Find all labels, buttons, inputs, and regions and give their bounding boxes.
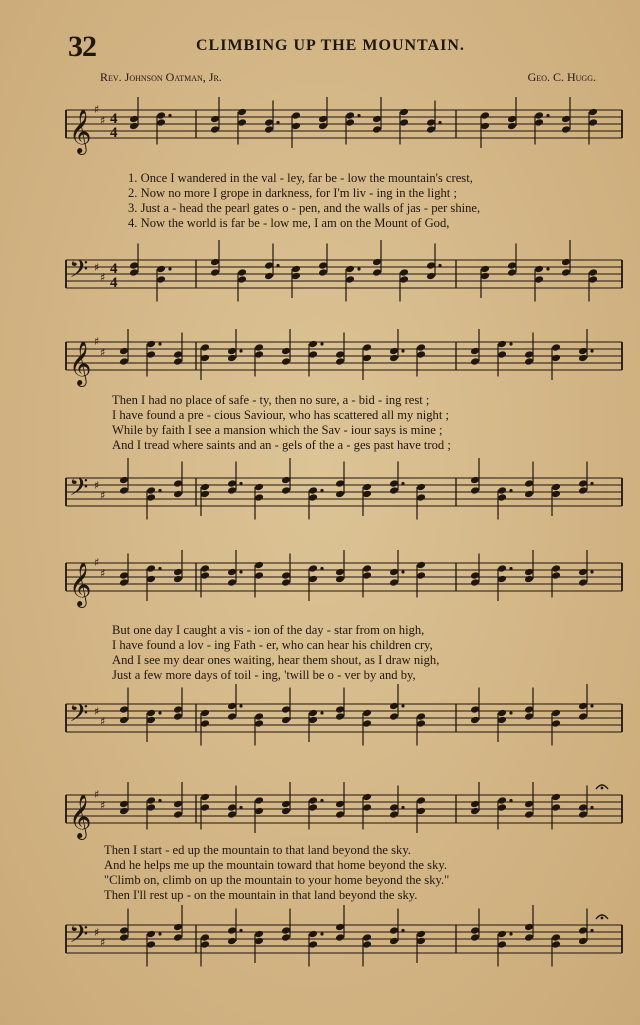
lyric-line: I have found a pre - cious Saviour, who has scattered all my night ; [112,408,449,422]
sharp-sign: ♯ [94,705,100,718]
dot [320,489,323,492]
dot [239,929,242,932]
sharp-sign: ♯ [94,335,100,348]
lyric-line: Then I had no place of safe - ty, then no sure, a - bid - ing rest ; [112,393,430,407]
dot [509,711,512,714]
lyric-line: Just a few more days of toil - ing, 'twill be o - ver by and by, [112,668,416,682]
dot [590,482,593,485]
dot [546,267,549,270]
sharp-sign: ♯ [100,799,106,812]
bass-clef: 𝄢 [69,473,89,508]
dot [357,267,360,270]
sharp-sign: ♯ [94,261,100,274]
sharp-sign: ♯ [94,556,100,569]
dot [158,567,161,570]
dot [276,264,279,267]
dot [401,570,404,573]
lyric-line: "Climb on, climb on up the mountain to your home beyond the sky." [104,873,450,887]
bass-staff-2 [0,468,640,528]
dot [590,929,593,932]
dot [509,932,512,935]
dot [239,570,242,573]
dot [320,799,323,802]
treble-clef: 𝄞 [69,109,92,153]
lyric-line: While by faith I see a mansion which the Sav - iour says is mine ; [112,423,443,437]
treble-staff-3 [0,553,640,613]
dot [401,704,404,707]
sharp-sign: ♯ [100,114,106,127]
page-number: 32 [68,30,96,63]
lyric-line: 3. Just a - head the pearl gates o - pen, and the walls of jas - per shine, [128,201,481,215]
bass-clef: 𝄢 [69,920,89,955]
treble-clef: 𝄞 [69,794,92,838]
verse-block-2 [112,393,640,453]
sharp-sign: ♯ [100,715,106,728]
dot [239,482,242,485]
dot [590,806,593,809]
dot [590,704,593,707]
lyric-line: And I see my dear ones waiting, hear them shout, as I draw nigh, [112,653,440,667]
hymn-title: CLIMBING UP THE MOUNTAIN. [196,37,465,54]
dot [158,342,161,345]
dot [401,482,404,485]
lyric-line: 2. Now no more I grope in darkness, for I'm liv - ing in the light ; [128,186,457,200]
dot [590,349,593,352]
lyric-line: And he helps me up the mountain toward that home beyond the sky. [104,858,447,872]
time-signature-top: 4 [110,111,118,127]
lyric-line: 4. Now the world is far be - low me, I am on the Mount of God, [128,216,450,230]
verse-block-1 [128,171,640,231]
sharp-sign: ♯ [100,567,106,580]
dot [158,489,161,492]
dot [357,114,360,117]
dot [546,114,549,117]
dot [509,799,512,802]
dot [168,267,171,270]
time-signature-top: 4 [110,261,118,277]
treble-clef: 𝄞 [69,341,92,385]
lyricist-credit: Rev. Johnson Oatman, Jr. [100,70,222,84]
dot [401,929,404,932]
verse-block-3 [112,623,640,683]
composer-credit: Geo. C. Hugg. [527,70,596,84]
lyric-line: 1. Once I wandered in the val - ley, far be - low the mountain's crest, [128,171,473,185]
sharp-sign: ♯ [94,788,100,801]
dot [239,806,242,809]
lyric-line: And I tread where saints and an - gels of the a - ges past have trod ; [112,438,451,452]
time-signature-bottom: 4 [110,275,118,291]
bass-clef: 𝄢 [69,699,89,734]
dot [509,342,512,345]
verse-block-4 [104,843,634,903]
bass-staff-3 [0,694,640,754]
dot [320,711,323,714]
dot [401,806,404,809]
dot [168,114,171,117]
bass-staff-1 [0,250,640,310]
dot [438,121,441,124]
dot [158,932,161,935]
treble-staff-1 [0,100,640,160]
treble-staff-4 [0,785,640,845]
fermata-dot [601,787,604,790]
lyric-line: I have found a lov - ing Fath - er, who can hear his children cry, [112,638,433,652]
sharp-sign: ♯ [94,103,100,116]
dot [509,567,512,570]
dot [320,932,323,935]
fermata-dot [601,917,604,920]
treble-clef: 𝄞 [69,562,92,606]
bass-staff-4 [0,915,640,975]
sharp-sign: ♯ [100,936,106,949]
lyric-line: Then I'll rest up - on the mountain in that land beyond the sky. [104,888,418,902]
dot [590,570,593,573]
dot [158,799,161,802]
time-signature-bottom: 4 [110,125,118,141]
dot [239,704,242,707]
lyric-line: Then I start - ed up the mountain to that land beyond the sky. [104,843,411,857]
sharp-sign: ♯ [100,489,106,502]
dot [320,567,323,570]
dot [320,342,323,345]
dot [401,349,404,352]
sharp-sign: ♯ [100,271,106,284]
dot [509,489,512,492]
treble-staff-2 [0,332,640,392]
lyric-line: But one day I caught a vis - ion of the day - star from on high, [112,623,425,637]
bass-clef: 𝄢 [69,255,89,290]
sharp-sign: ♯ [100,346,106,359]
dot [158,711,161,714]
dot [276,121,279,124]
dot [438,264,441,267]
sharp-sign: ♯ [94,479,100,492]
sharp-sign: ♯ [94,926,100,939]
dot [239,349,242,352]
